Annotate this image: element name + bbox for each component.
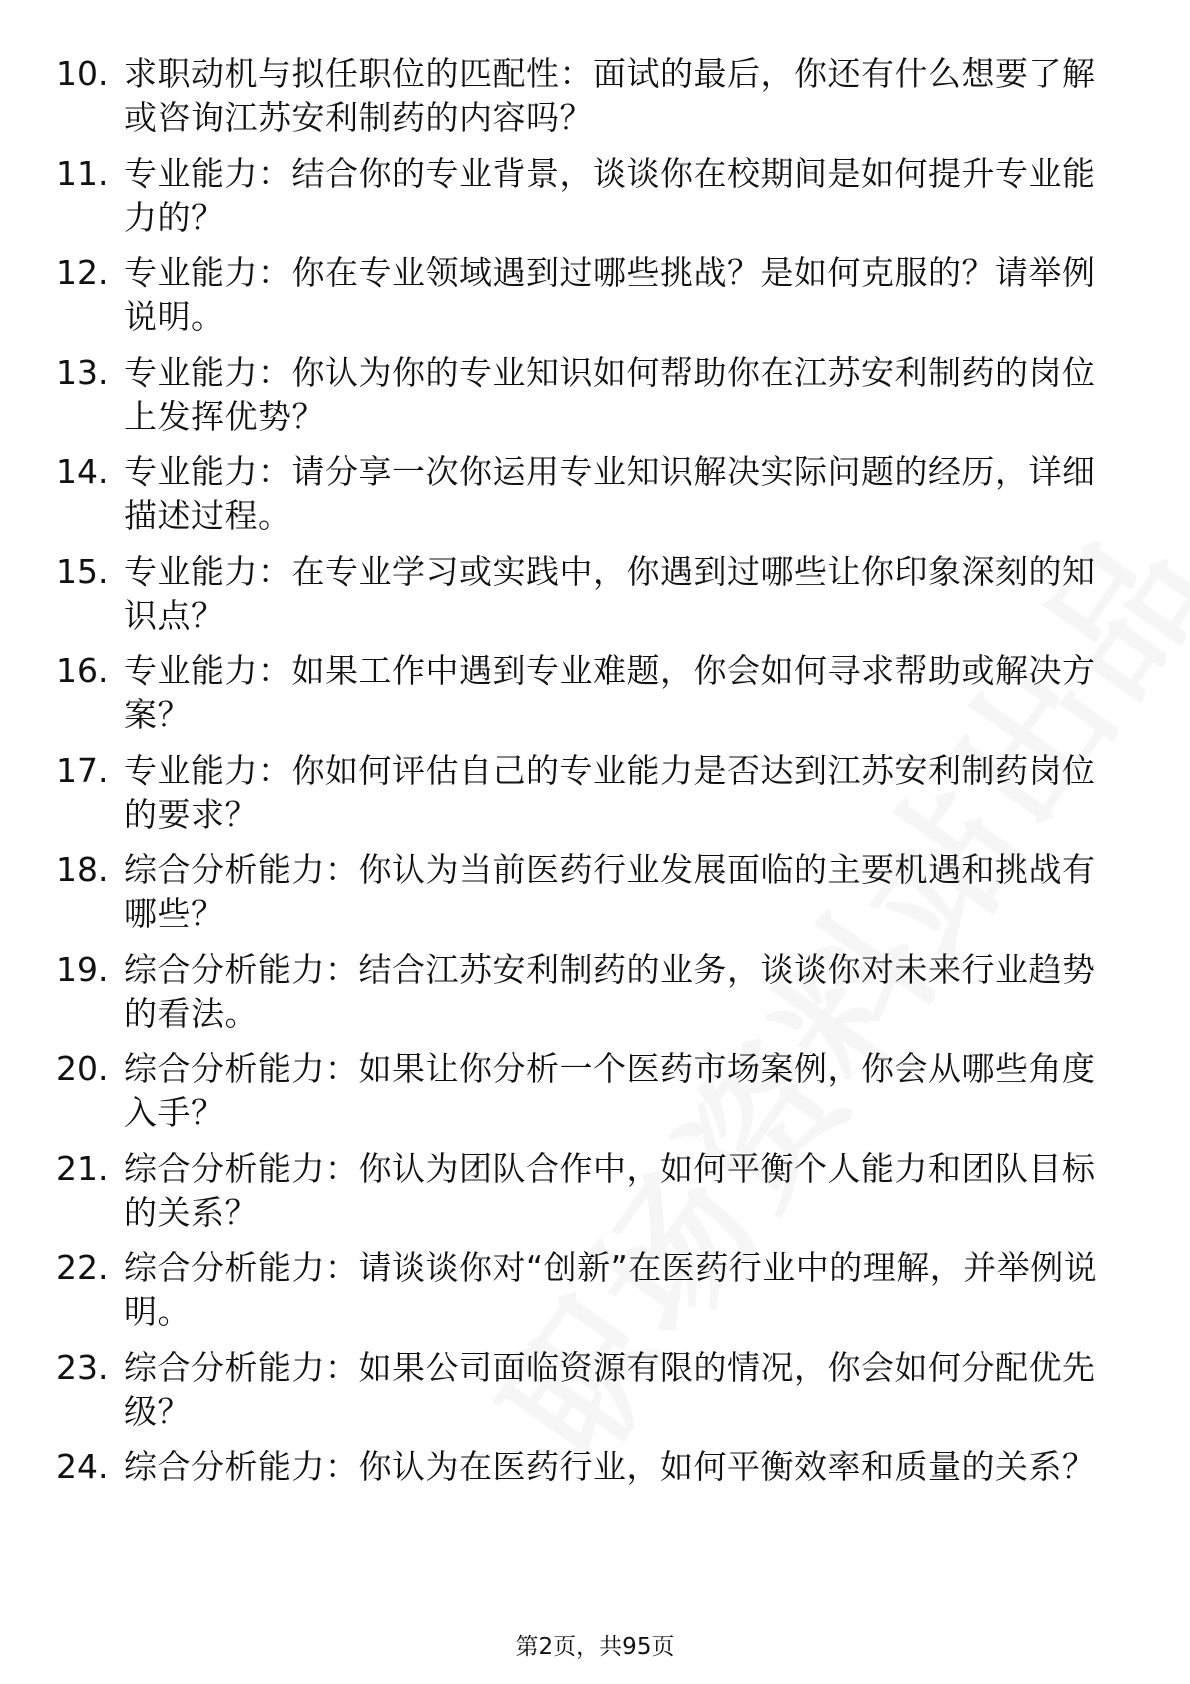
question-item: [56, 749, 1106, 849]
page-footer: [0, 1628, 1190, 1661]
question-item: [56, 1047, 1106, 1147]
question-number: 16.: [56, 651, 109, 690]
question-number: 18.: [56, 850, 109, 889]
question-text: 专业能力：你在专业领域遇到过哪些挑战？是如何克服的？请举例说明。: [124, 253, 1096, 336]
question-item: [56, 1346, 1106, 1446]
question-item: [56, 649, 1106, 749]
question-item: [56, 251, 1106, 351]
question-text: 专业能力：请分享一次你运用专业知识解决实际问题的经历，详细描述过程。: [124, 452, 1096, 535]
question-text: 综合分析能力：你认为当前医药行业发展面临的主要机遇和挑战有哪些？: [124, 850, 1096, 933]
question-text: 专业能力：你认为你的专业知识如何帮助你在江苏安利制药的岗位上发挥优势？: [124, 352, 1096, 436]
page-number-label: 第2页，共95页: [515, 1634, 675, 1660]
question-text: 综合分析能力：请谈谈你对“创新”在医药行业中的理解，并举例说明。: [124, 1248, 1098, 1331]
question-item: [56, 1147, 1106, 1247]
question-text: 专业能力：在专业学习或实践中，你遇到过哪些让你印象深刻的知识点？: [124, 551, 1096, 635]
question-text: 综合分析能力：结合江苏安利制药的业务，谈谈你对未来行业趋势的看法。: [124, 949, 1096, 1033]
question-number: 13.: [56, 352, 109, 392]
question-item: [56, 52, 1106, 152]
question-number: 12.: [56, 253, 109, 292]
question-text: 综合分析能力：如果公司面临资源有限的情况，你会如何分配优先级？: [124, 1347, 1096, 1431]
question-text: 综合分析能力：你认为在医药行业，如何平衡效率和质量的关系？: [124, 1447, 1096, 1486]
question-list: [56, 52, 1106, 1545]
question-text: 专业能力：结合你的专业背景，谈谈你在校期间是如何提升专业能力的？: [124, 153, 1096, 237]
question-item: [56, 848, 1106, 948]
question-text: 综合分析能力：你认为团队合作中，如何平衡个人能力和团队目标的关系？: [124, 1148, 1096, 1232]
question-text: 专业能力：你如何评估自己的专业能力是否达到江苏安利制药岗位的要求？: [124, 750, 1096, 834]
question-number: 21.: [56, 1148, 109, 1188]
question-number: 17.: [56, 750, 109, 790]
question-item: [56, 1445, 1106, 1545]
question-text: 综合分析能力：如果让你分析一个医药市场案例，你会从哪些角度入手？: [124, 1049, 1096, 1132]
question-number: 19.: [56, 949, 109, 989]
question-number: 24.: [56, 1447, 109, 1486]
question-number: 14.: [56, 452, 109, 491]
question-item: [56, 351, 1106, 451]
question-item: [56, 550, 1106, 650]
question-item: [56, 450, 1106, 550]
question-number: 15.: [56, 551, 109, 591]
question-text: 专业能力：如果工作中遇到专业难题，你会如何寻求帮助或解决方案？: [124, 651, 1096, 734]
question-number: 22.: [56, 1248, 109, 1287]
question-number: 11.: [56, 153, 109, 193]
question-number: 10.: [56, 54, 109, 93]
question-item: [56, 1246, 1106, 1346]
question-text: 求职动机与拟任职位的匹配性：面试的最后，你还有什么想要了解或咨询江苏安利制药的内容吗？: [124, 54, 1096, 137]
question-number: 23.: [56, 1347, 109, 1387]
question-item: [56, 948, 1106, 1048]
question-number: 20.: [56, 1049, 109, 1088]
question-item: [56, 152, 1106, 252]
